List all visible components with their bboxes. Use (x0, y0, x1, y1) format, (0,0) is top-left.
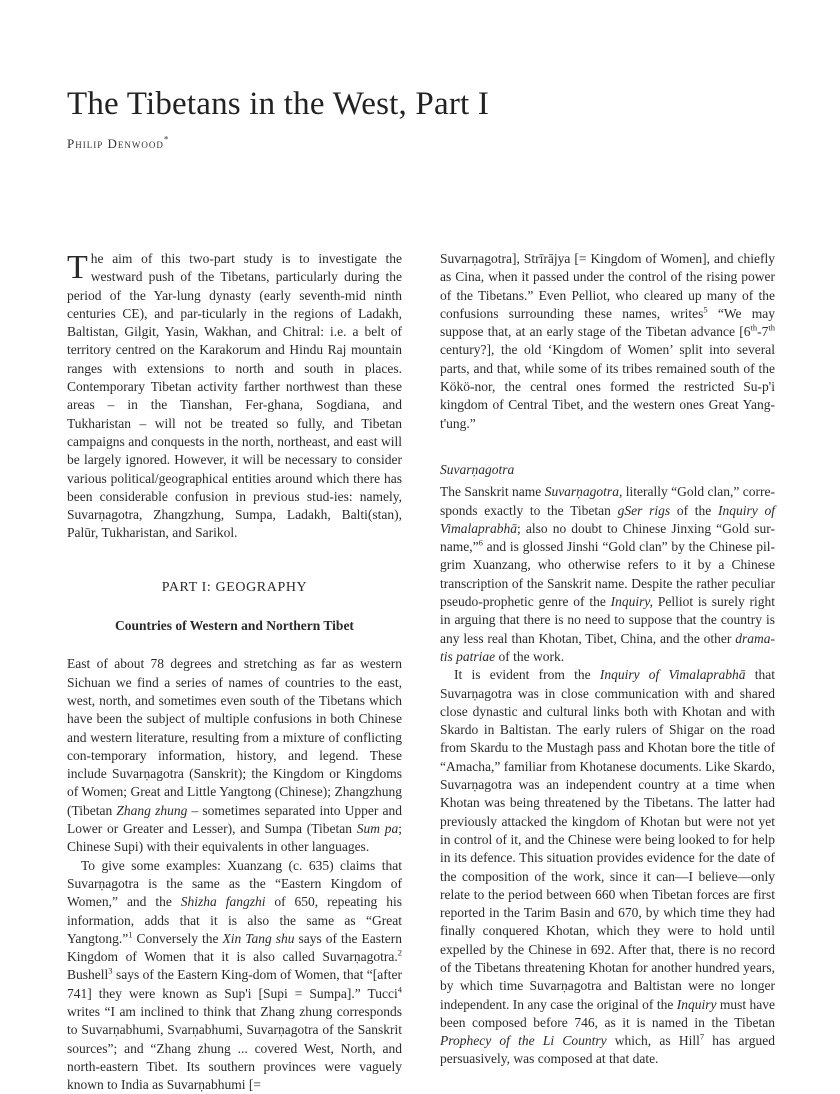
drop-cap: T (67, 249, 88, 286)
text-run: – sometimes separated into Upper and Lower or Greater and Lesser), and Sumpa (Tibetan (67, 802, 402, 837)
text-run: literally “Gold clan,” corre-sponds exactly to the Tibetan (440, 484, 775, 518)
intro-text: he aim of this two-part study is to investigate the westward push of the Tibetans, particularly during the period of the Yar-lung dynasty (early seventh-mid ninth centuries CE), and par-ticularly in the regions of Ladakh, Baltistan, Gilgit, Yasin, Wakhan, and Chitral: i.e. a belt of territory centred on the Karakorum and Hindu Raj mountain ranges with extensions to north and south in places. Contemporary Tibetan activity farther northwest than these areas – in the Tianshan, Fer-ghana, Sogdiana, and Tukharistan – will not be treated so fully, and Tibetan campaigns and conquests in the north, northeast, and east will be largely ignored. However, it will be necessary to consider various political/geographical entities around which there has been considerable confusion in previous stud-ies: namely, Suvarṇagotra, Zhangzhung, Sumpa, Ladakh, Balti(stan), Palūr, Tukharistan, and Sarikol. (67, 251, 402, 541)
text-run: It is evident from the (454, 667, 600, 683)
footnote-ref[interactable]: 4 (397, 984, 402, 995)
text-run: century?], the old ‘Kingdom of Women’ split into several parts, and that, while some of its tribes remained south of the Kökö-nor, the central ones formed the restricted Su-p'i kingdom of Central Tibet, and the western ones Great Yang-t'ung.” (440, 342, 775, 431)
text-run: has argued persuasively, was composed at that date. (440, 1033, 775, 1067)
italic-term: Inquiry of Vimalaprabhā (440, 502, 775, 536)
text-run: and is glossed Jinshi “Gold clan” by the Chinese pil-grim Xuanzang, who otherwise refers to it by a Chinese transcription of the Sanskrit name. Despite the rather peculiar pseudo-prophetic genre of the (440, 539, 775, 610)
text-run: must have been composed before 746, as it is named in the Tibetan (440, 996, 775, 1030)
text-run: Pelliot is surely right in arguing that there is no need to suppose that the country is any less real than Khotan, Tibet, China, and the other (440, 594, 775, 646)
footnote-ref[interactable]: 1 (128, 929, 133, 940)
text-run: ; also no doubt to Chinese Jinxing “Gold sur-name,” (440, 520, 775, 555)
text-run: of the (670, 502, 719, 518)
right-column (440, 250, 775, 1069)
part-heading: PART I: GEOGRAPHY (161, 579, 308, 595)
italic-term: Prophecy of the Li Country (440, 1033, 607, 1049)
text-run: -7 (757, 324, 769, 340)
body-paragraph (440, 483, 775, 666)
italic-term: gSer rigs (617, 502, 671, 518)
body-paragraph (67, 655, 402, 856)
section-heading: Countries of Western and Northern Tibet (115, 618, 354, 634)
italic-term: Inquiry of Vimalaprabhā (599, 667, 746, 683)
italic-term: Inquiry (676, 996, 717, 1012)
footnote-ref[interactable]: 7 (699, 1031, 705, 1042)
text-run: of 650, repeating his information, adds that it is also the same as “Great Yangtong.” (67, 894, 402, 946)
intro-paragraph (67, 250, 402, 543)
italic-term: Suvarṇagotra, (544, 484, 623, 500)
text-run: that Suvarṇagotra was in close communication with and shared close dynastic and cultural links both with Khotan and with Skardo in Baltistan. The early rulers of Shigar on the road from Skardu to the Mustagh pass and Khotan bore the title of “Amacha,” familiar from Khotanese documents. Like Skardo, Suvarṇagotra was an independent country at a time when Khotan was being threatened by the Tibetans. The latter had previously attacked the kingdom of Khotan but were not yet in control of it, and the Chinese were being looked to for help in its defence. This situation provides evidence for the date of the composition of the work, since it can—I believe—only relate to the period between 660 when Tibetan forces are first reported in the Tarim Basin and 670, by which time they had finally conquered Khotan, which they were to hold until expelled by the Chinese in 692. After that, there is no record of the Tibetans threatening Khotan for another hundred years, by which time Suvarṇagotra and Baltistan were no longer independent. In any case the original of the (440, 667, 775, 1012)
ordinal-suffix: th (750, 322, 758, 333)
side-heading: Suvarṇagotra (440, 461, 515, 477)
italic-term: Zhang zhung (116, 802, 188, 818)
text-run: ; Chinese Supi) with their equivalents in other languages. (67, 821, 402, 855)
body-paragraph (440, 250, 775, 433)
ordinal-suffix: th (768, 322, 775, 333)
left-column (67, 250, 402, 1094)
text-run: The Sanskrit name (440, 484, 545, 500)
body-paragraph (440, 666, 775, 1069)
author-name (67, 136, 169, 152)
italic-term: Shizha fangzhi (180, 894, 266, 910)
text-run: of the work. (495, 648, 565, 664)
footnote-ref[interactable]: 2 (397, 947, 402, 958)
footnote-ref[interactable]: 6 (478, 537, 483, 548)
text-run: Suvarṇagotra], Strīrājya [= Kingdom of Women], and chiefly as Cina, when it passed under the control of the rising power of the Tibetans.” Even Pelliot, who cleared up many of the confusions surrounding these names, writes (440, 251, 775, 321)
text-run: Bushell (67, 967, 109, 983)
italic-term: Xin Tang shu (222, 930, 295, 946)
text-run: To give some examples: Xuanzang (c. 635) claims that Suvarṇagotra is the same as the “Eastern Kingdom of Women,” and the (67, 857, 402, 910)
author-text: Philip Denwood (67, 136, 164, 151)
text-run: which, as Hill (606, 1033, 700, 1049)
italic-term: drama-tis patriae (440, 630, 775, 664)
italic-term: Sum pa (356, 821, 399, 837)
author-footnote-mark: * (163, 134, 170, 145)
article-title: The Tibetans in the West, Part I (67, 86, 490, 122)
italic-term: Inquiry, (610, 594, 654, 610)
text-run: writes “I am inclined to think that Zhang zhung corresponds to Suvarṇabhumi, Svarṇabhumi, Suvarṇagotra of the Sanskrit sources”; and “Zhang zhung ... covered West, North, and north-eastern Tibet. Its southern provinces were vaguely known to India as Suvarṇabhumi [= (67, 1003, 402, 1093)
text-run: says of the Eastern Kingdom of Women that it is also called Suvarṇagotra. (67, 930, 402, 965)
text-run: East of about 78 degrees and stretching as far as western Sichuan we find a series of names of countries to the east, west, north, and sometimes even south of the Tibetans which have been the subject of multiple confusions in both Chinese and western literature, resulting from a mixture of conflicting con-temporary information, history, and legend. These include Suvarṇagotra (Sanskrit); the Kingdom or Kingdoms of Women; Great and Little Yangtong (Chinese); Zhangzhung (Tibetan (67, 656, 402, 818)
text-run: says of the Eastern King-dom of Women, that “[after 741] they were known as Sup'i [Supi = Sumpa].” Tucci (67, 967, 402, 1001)
footnote-ref[interactable]: 3 (108, 965, 113, 976)
text-run: Conversely the (132, 930, 223, 946)
text-run: “We may suppose that, at an early stage of the Tibetan advance [6 (440, 305, 776, 340)
body-paragraph (67, 857, 402, 1094)
footnote-ref[interactable]: 5 (703, 304, 708, 315)
